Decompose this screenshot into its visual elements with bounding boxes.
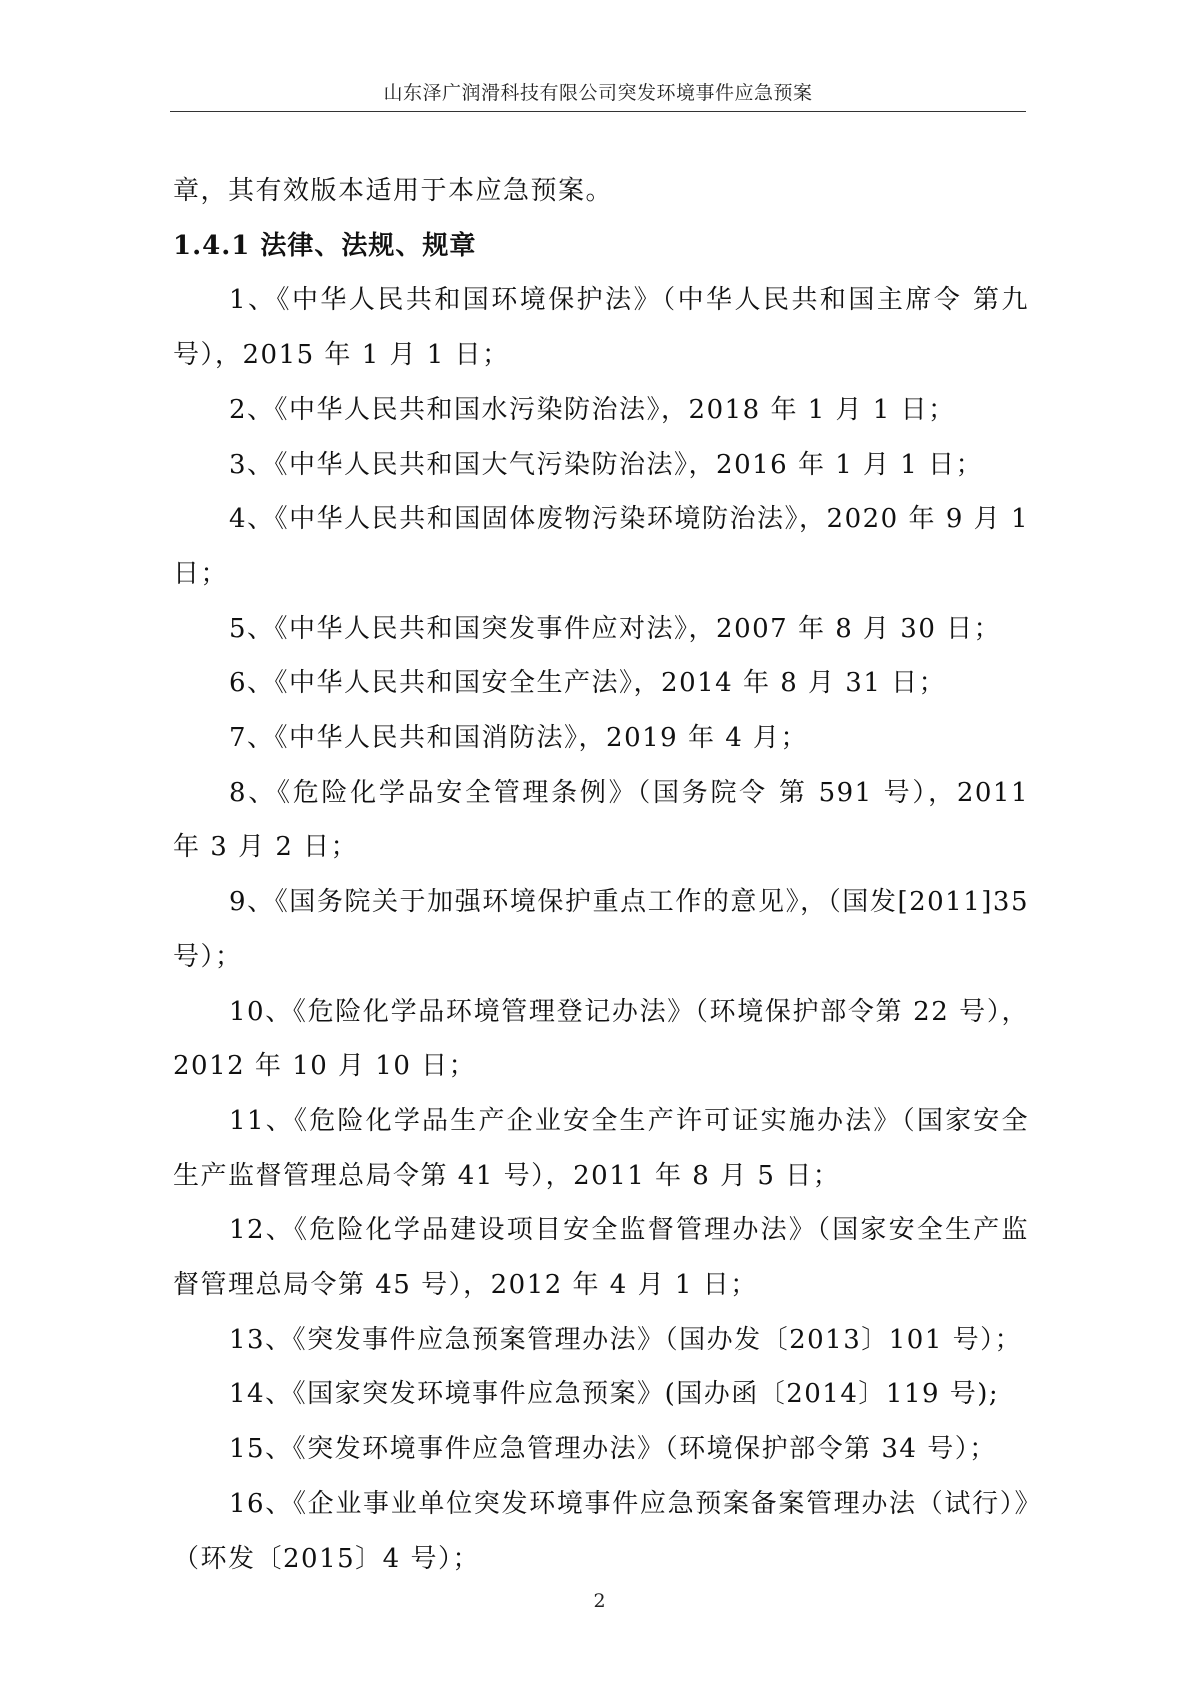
- list-item: 5、《中华人民共和国突发事件应对法》，2007 年 8 月 30 日；: [229, 613, 1002, 644]
- list-item: 10、《危险化学品环境管理登记办法》（环境保护部令第 22 号），2012 年 10 月 10 日；: [173, 996, 1029, 1082]
- list-item: 15、《突发环境事件应急管理办法》（环境保护部令第 34 号）；: [229, 1434, 997, 1465]
- list-item: 7、《中华人民共和国消防法》，2019 年 4 月；: [229, 723, 809, 754]
- list-item: 14、《国家突发环境事件应急预案》(国办函〔2014〕119 号);: [229, 1379, 1000, 1410]
- section-heading: 1.4.1 法律、法规、规章: [173, 230, 477, 261]
- list-item: 11、《危险化学品生产企业安全生产许可证实施办法》（国家安全生产监督管理总局令第 41 号），2011 年 8 月 5 日；: [173, 1105, 1029, 1191]
- list-item: 9、《国务院关于加强环境保护重点工作的意见》，（国发[2011]35 号）；: [173, 887, 1029, 972]
- intro-paragraph: 章，其有效版本适用于本应急预案。: [173, 176, 614, 206]
- list-item: 2、《中华人民共和国水污染防治法》，2018 年 1 月 1 日；: [229, 394, 956, 425]
- list-item: 4、《中华人民共和国固体废物污染环境防治法》，2020 年 9 月 1 日；: [173, 504, 1029, 589]
- list-item: 12、《危险化学品建设项目安全监督管理办法》（国家安全生产监督管理总局令第 45 号），2012 年 4 月 1 日；: [173, 1215, 1029, 1301]
- page-number: 2: [593, 1590, 606, 1612]
- list-item: 8、《危险化学品安全管理条例》（国务院令 第 591 号），2011 年 3 月 2 日；: [173, 777, 1029, 863]
- header-divider: [170, 111, 1026, 112]
- page-header-title: 山东泽广润滑科技有限公司突发环境事件应急预案: [383, 82, 813, 104]
- list-item: 13、《突发事件应急预案管理办法》（国办发〔2013〕101 号）；: [229, 1324, 1023, 1355]
- list-item: 16、《企业事业单位突发环境事件应急预案备案管理办法（试行）》（环发〔2015〕4 号）；: [173, 1488, 1029, 1574]
- list-item: 1、《中华人民共和国环境保护法》（中华人民共和国主席令 第九号），2015 年 1 月 1 日；: [173, 285, 1029, 371]
- list-item: 6、《中华人民共和国安全生产法》，2014 年 8 月 31 日；: [229, 668, 947, 699]
- document-body: [173, 164, 1029, 1586]
- list-item: 3、《中华人民共和国大气污染防治法》，2016 年 1 月 1 日；: [229, 449, 984, 480]
